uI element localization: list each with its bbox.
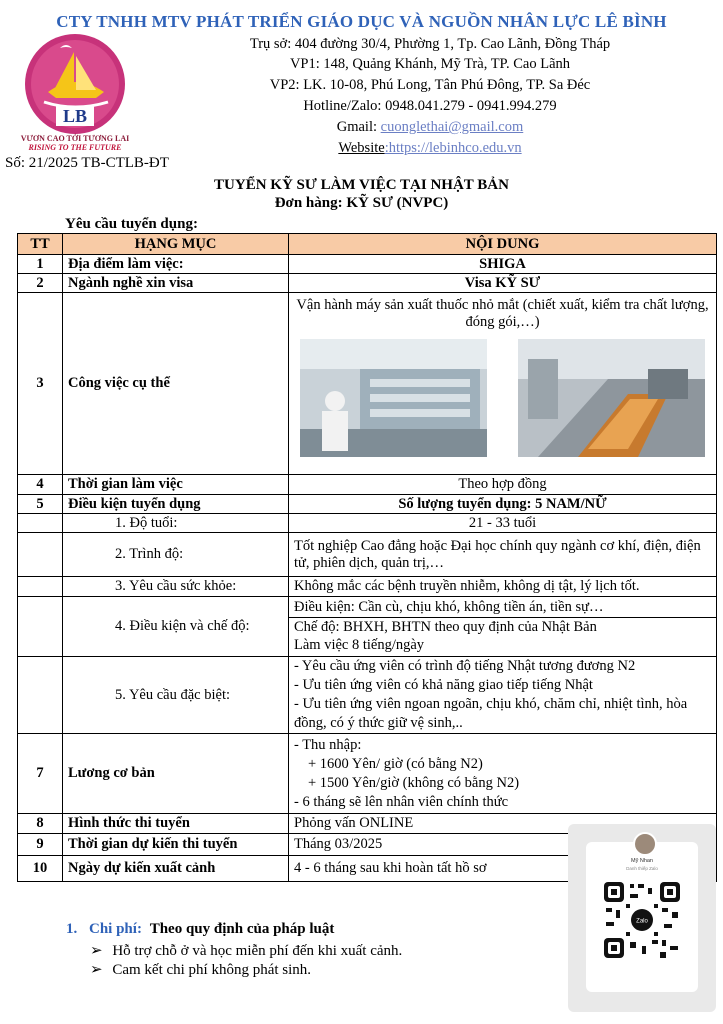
condition-label: 2. Trình độ: — [63, 533, 289, 577]
row-category: Thời gian dự kiến thi tuyển — [63, 834, 289, 856]
condition-row — [18, 597, 717, 657]
row-category: Ngành nghề xin visa — [63, 274, 289, 293]
gmail-link[interactable]: cuonglethai@gmail.com — [380, 119, 524, 135]
costs-value: Theo quy định của pháp luật — [149, 921, 335, 937]
company-logo — [20, 32, 130, 142]
condition-value: - Ưu tiên ứng viên có khả năng giao tiếp tiếng Nhật — [294, 677, 593, 693]
row-content: Phỏng vấn ONLINE — [289, 814, 717, 834]
salary-cell — [289, 734, 717, 814]
arrow-bullet-icon: ➢ — [90, 943, 103, 959]
table-row — [18, 255, 717, 274]
condition-row — [18, 514, 717, 533]
table-row — [18, 734, 717, 814]
row-category: Ngày dự kiến xuất cảnh — [63, 856, 289, 882]
header-content: NỘI DUNG — [289, 234, 717, 255]
gmail-label: Gmail: — [336, 119, 381, 135]
row-category: Hình thức thi tuyển — [63, 814, 289, 834]
factory-photo-1 — [300, 339, 487, 457]
table-row — [18, 475, 717, 495]
condition-label: 3. Yêu cầu sức khỏe: — [63, 577, 289, 597]
condition-value: - Yêu cầu ứng viên có trình độ tiếng Nhật tương đương N2 — [294, 658, 636, 674]
costs-bullet — [90, 941, 402, 960]
condition-value: Không mắc các bệnh truyền nhiễm, không dị tật, lý lịch tốt. — [289, 577, 717, 597]
row-content: SHIGA — [289, 255, 717, 274]
costs-bullet — [90, 960, 311, 979]
row-content: Theo hợp đồng — [289, 475, 717, 495]
condition-label: 1. Độ tuổi: — [63, 514, 289, 533]
order-title: Đơn hàng: KỸ SƯ (NVPC) — [274, 195, 449, 211]
header-category: HẠNG MỤC — [63, 234, 289, 255]
row-category: Thời gian làm việc — [63, 475, 289, 495]
row-number-empty — [18, 533, 63, 577]
condition-value: - Ưu tiên ứng viên ngoan ngoãn, chịu khó, chăm chỉ, nhiệt tình, hòa đồng, có ý thức giữ vệ sinh,.. — [294, 696, 688, 731]
condition-row — [18, 577, 717, 597]
zalo-subtitle: Danh thiếp Zalo — [626, 866, 658, 871]
row-number-empty — [18, 514, 63, 533]
row-category: Điều kiện tuyển dụng — [63, 495, 289, 514]
row-number: 1 — [18, 255, 63, 274]
condition-row — [18, 533, 717, 577]
table-row — [18, 495, 717, 514]
row-content: Số lượng tuyển dụng: 5 NAM/NỮ — [289, 495, 717, 514]
condition-label: 4. Điều kiện và chế độ: — [63, 597, 289, 657]
zalo-center-label: Zalo — [636, 918, 648, 925]
condition-value: 21 - 33 tuổi — [289, 514, 717, 533]
slogan-vi: VƯƠN CAO TỚI TƯƠNG LAI — [20, 134, 130, 143]
zalo-card[interactable] — [568, 824, 716, 1012]
company-name: CTY TNHH MTV PHÁT TRIỂN GIÁO DỤC VÀ NGUỒN NHÂN LỰC LÊ BÌNH — [56, 12, 667, 31]
row-number-empty — [18, 657, 63, 734]
condition-value: Làm việc 8 tiếng/ngày — [294, 637, 425, 653]
condition-value-cell — [289, 657, 717, 734]
condition-value-cell — [289, 597, 717, 657]
job-table — [17, 233, 717, 882]
salary-line: + 1600 Yên/ giờ (có bằng N2) — [308, 755, 483, 772]
costs-number: 1. — [66, 921, 78, 937]
row-number-empty — [18, 597, 63, 657]
row-number: 5 — [18, 495, 63, 514]
zalo-name: Mỹ Nhan — [630, 858, 653, 864]
address-vp2: VP2: LK. 10-08, Phú Long, Tân Phú Đông, TP. Sa Đéc — [269, 77, 591, 93]
table-row — [18, 274, 717, 293]
work-photos — [294, 331, 711, 465]
avatar — [633, 832, 657, 856]
row-content: Vận hành máy sản xuất thuốc nhỏ mắt (chiết xuất, kiểm tra chất lượng, đóng gói,…) — [296, 297, 709, 330]
row-number: 9 — [18, 834, 63, 856]
costs-bullet-text: Cam kết chi phí không phát sinh. — [112, 962, 312, 978]
website-line — [150, 140, 710, 157]
table-row — [18, 293, 717, 475]
requirements-heading: Yêu cầu tuyển dụng: — [65, 216, 198, 232]
factory-photo-2 — [518, 339, 705, 457]
condition-value: Chế độ: BHXH, BHTN theo quy định của Nhật Bản — [294, 619, 597, 635]
row-category: Công việc cụ thể — [63, 293, 289, 475]
gmail-line — [150, 119, 710, 136]
row-number: 8 — [18, 814, 63, 834]
row-content-cell — [289, 293, 717, 475]
row-category: Lương cơ bản — [63, 734, 289, 814]
row-content: 4 - 6 tháng sau khi hoàn tất hồ sơ — [289, 856, 717, 882]
costs-label: Chi phí: — [89, 921, 142, 937]
row-number: 10 — [18, 856, 63, 882]
row-number: 2 — [18, 274, 63, 293]
condition-label: 5. Yêu cầu đặc biệt: — [63, 657, 289, 734]
condition-value: Tốt nghiệp Cao đẳng hoặc Đại học chính quy ngành cơ khí, điện, điện tử, phiên dịch, quản trị,… — [289, 533, 717, 577]
row-content: Visa KỸ SƯ — [289, 274, 717, 293]
salary-line: - 6 tháng sẽ lên nhân viên chính thức — [294, 793, 509, 810]
logo-letters: LB — [62, 106, 88, 126]
arrow-bullet-icon: ➢ — [90, 962, 103, 978]
address-vp1: VP1: 148, Quảng Khánh, Mỹ Trà, TP. Cao Lãnh — [289, 56, 571, 72]
row-number: 7 — [18, 734, 63, 814]
slogan-en: RISING TO THE FUTURE — [28, 143, 122, 152]
row-category: Địa điểm làm việc: — [63, 255, 289, 274]
hotline: Hotline/Zalo: 0948.041.279 - 0941.994.279 — [303, 98, 557, 114]
row-content: Tháng 03/2025 — [289, 834, 717, 856]
address-main: Trụ sở: 404 đường 30/4, Phường 1, Tp. Cao Lãnh, Đồng Tháp — [249, 36, 611, 52]
costs-bullet-text: Hỗ trợ chỗ ở và học miễn phí đến khi xuất cảnh. — [112, 943, 403, 959]
website-link[interactable]: :https://lebinhco.edu.vn — [384, 140, 522, 156]
row-number-empty — [18, 577, 63, 597]
row-number: 3 — [18, 293, 63, 475]
salary-line: - Thu nhập: — [294, 736, 362, 753]
table-header-row — [18, 234, 717, 255]
condition-row — [18, 657, 717, 734]
condition-value: Điều kiện: Cần cù, chịu khó, không tiền án, tiền sự… — [289, 598, 716, 618]
costs-heading — [66, 921, 334, 938]
row-number: 4 — [18, 475, 63, 495]
website-label: Website — [338, 140, 385, 156]
header-tt: TT — [18, 234, 63, 255]
salary-line: + 1500 Yên/giờ (không có bằng N2) — [308, 774, 520, 791]
qr-code-icon[interactable] — [602, 880, 682, 960]
document-title: TUYỂN KỸ SƯ LÀM VIỆC TẠI NHẬT BẢN — [214, 177, 509, 193]
document-number: Số: 21/2025 TB-CTLB-ĐT — [5, 155, 169, 171]
zalo-card-inner — [586, 842, 698, 992]
